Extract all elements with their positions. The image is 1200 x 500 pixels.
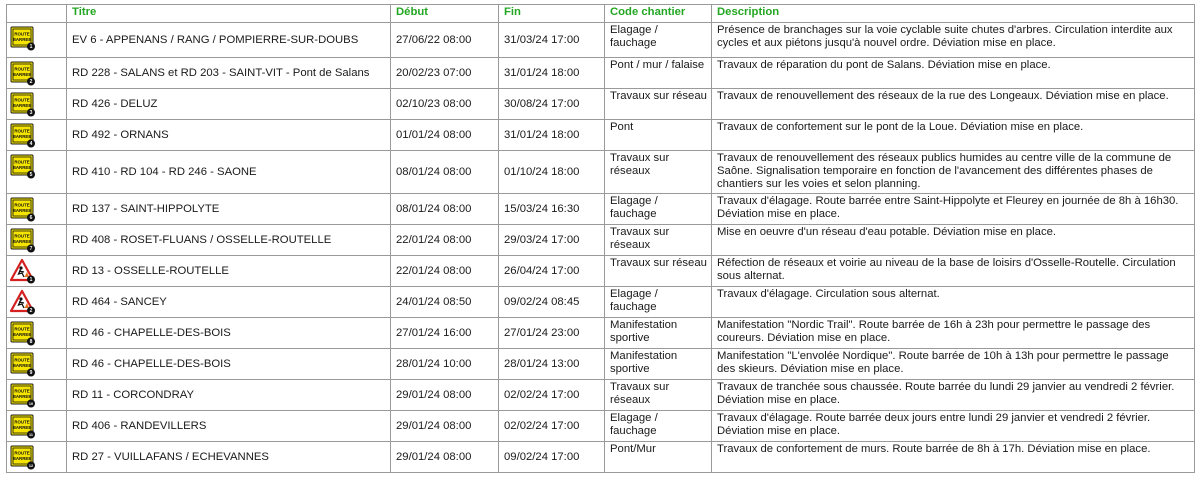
row-icon-cell [7,287,67,318]
row-code-chantier: Travaux sur réseaux [605,151,712,194]
header-debut[interactable]: Début [391,5,499,23]
row-fin: 29/03/24 17:00 [499,225,605,256]
route-barree-icon[interactable] [10,153,36,179]
row-icon-cell [7,380,67,411]
row-code-chantier: Elagage / fauchage [605,194,712,225]
marker-number: 4 [29,141,33,148]
row-description: Manifestation "L'envolée Nordique". Route barrée de 10h à 13h pour permettre le passage des skieurs. Déviation mise en place. [712,349,1195,380]
route-barree-icon[interactable] [10,227,36,253]
table-row[interactable] [7,380,1195,411]
row-titre: RD 13 - OSSELLE-ROUTELLE [67,256,391,287]
marker-number: 8 [29,339,33,346]
row-icon-cell [7,151,67,194]
row-debut: 28/01/24 10:00 [391,349,499,380]
row-code-chantier: Elagage / fauchage [605,23,712,58]
svg-text:ROUTE: ROUTE [14,128,30,134]
table-row[interactable] [7,349,1195,380]
row-titre: RD 410 - RD 104 - RD 246 - SAONE [67,151,391,194]
row-fin: 15/03/24 16:30 [499,194,605,225]
row-fin: 02/02/24 17:00 [499,380,605,411]
svg-text:BARREE: BARREE [12,394,32,399]
row-fin: 02/02/24 17:00 [499,411,605,442]
marker-number: 2 [29,308,33,315]
marker-number: 1 [29,277,33,284]
row-titre: RD 406 - RANDEVILLERS [67,411,391,442]
row-description: Travaux de confortement sur le pont de la Loue. Déviation mise en place. [712,120,1195,151]
row-fin: 31/01/24 18:00 [499,58,605,89]
route-barree-icon[interactable] [10,60,36,86]
row-titre: EV 6 - APPENANS / RANG / POMPIERRE-SUR-DOUBS [67,23,391,58]
row-description: Travaux d'élagage. Route barrée deux jours entre lundi 29 janvier et vendredi 2 février. Déviation mise en place. [712,411,1195,442]
marker-number: 6 [29,215,33,222]
row-debut: 20/02/23 07:00 [391,58,499,89]
row-fin: 31/01/24 18:00 [499,120,605,151]
row-fin: 26/04/24 17:00 [499,256,605,287]
row-description: Travaux de réparation du pont de Salans. Déviation mise en place. [712,58,1195,89]
row-code-chantier: Pont/Mur [605,442,712,473]
row-code-chantier: Manifestation sportive [605,318,712,349]
row-icon-cell [7,23,67,58]
row-icon-cell [7,411,67,442]
row-description: Travaux d'élagage. Route barrée entre Saint-Hippolyte et Fleurey en journée de 8h à 16h30. Déviation mise en place. [712,194,1195,225]
row-debut: 22/01/24 08:00 [391,225,499,256]
route-barree-icon[interactable] [10,196,36,222]
svg-text:ROUTE: ROUTE [14,202,30,208]
svg-text:ROUTE: ROUTE [14,450,30,456]
row-code-chantier: Travaux sur réseau [605,89,712,120]
row-debut: 22/01/24 08:00 [391,256,499,287]
row-debut: 02/10/23 08:00 [391,89,499,120]
svg-text:BARREE: BARREE [12,103,32,108]
row-description: Travaux de confortement de murs. Route barrée de 8h à 17h. Déviation mise en place. [712,442,1195,473]
table-row[interactable] [7,89,1195,120]
row-fin: 27/01/24 23:00 [499,318,605,349]
svg-text:BARREE: BARREE [12,72,32,77]
row-titre: RD 46 - CHAPELLE-DES-BOIS [67,349,391,380]
row-debut: 29/01/24 08:00 [391,442,499,473]
route-barree-icon[interactable] [10,444,36,470]
header-description[interactable]: Description [712,5,1195,23]
row-icon-cell [7,58,67,89]
row-description: Mise en oeuvre d'un réseau d'eau potable. Déviation mise en place. [712,225,1195,256]
row-description: Travaux de renouvellement des réseaux publics humides au centre ville de la commune de Saône. Signalisation temporaire en fonction de l'avancement des différentes phases de chantiers sur les voies et selon planning. [712,151,1195,194]
row-fin: 30/08/24 17:00 [499,89,605,120]
row-description: Manifestation "Nordic Trail". Route barrée de 16h à 23h pour permettre le passage des coureurs. Déviation mise en place. [712,318,1195,349]
row-titre: RD 408 - ROSET-FLUANS / OSSELLE-ROUTELLE [67,225,391,256]
svg-text:ROUTE: ROUTE [14,159,30,165]
marker-number: 7 [29,246,33,253]
row-fin: 01/10/24 18:00 [499,151,605,194]
header-titre[interactable]: Titre [67,5,391,23]
row-titre: RD 11 - CORCONDRAY [67,380,391,411]
svg-text:ROUTE: ROUTE [14,66,30,72]
row-debut: 27/01/24 16:00 [391,318,499,349]
table-row[interactable] [7,411,1195,442]
row-debut: 08/01/24 08:00 [391,194,499,225]
table-row[interactable] [7,194,1195,225]
road-works-table [6,4,1195,473]
row-titre: RD 464 - SANCEY [67,287,391,318]
table-row[interactable] [7,23,1195,58]
route-barree-icon[interactable] [10,413,36,439]
header-code-chantier[interactable]: Code chantier [605,5,712,23]
row-debut: 01/01/24 08:00 [391,120,499,151]
svg-text:BARREE: BARREE [12,134,32,139]
marker-number: 11 [28,433,34,438]
svg-text:ROUTE: ROUTE [14,419,30,425]
row-fin: 09/02/24 08:45 [499,287,605,318]
table-row[interactable] [7,58,1195,89]
row-description: Présence de branchages sur la voie cyclable suite chutes d'arbres. Circulation interdite aux cycles et aux piétons jusqu'à nouvel ordre. Déviation mise en place. [712,23,1195,58]
row-titre: RD 27 - VUILLAFANS / ECHEVANNES [67,442,391,473]
svg-text:BARREE: BARREE [12,425,32,430]
table-row[interactable] [7,442,1195,473]
row-fin: 28/01/24 13:00 [499,349,605,380]
row-titre: RD 228 - SALANS et RD 203 - SAINT-VIT - Pont de Salans [67,58,391,89]
row-code-chantier: Travaux sur réseau [605,256,712,287]
marker-number: 10 [28,402,34,407]
row-code-chantier: Travaux sur réseaux [605,380,712,411]
svg-text:ROUTE: ROUTE [14,357,30,363]
marker-number: 3 [29,110,33,117]
table-row[interactable] [7,256,1195,287]
route-barree-icon[interactable] [10,320,36,346]
table-row[interactable] [7,225,1195,256]
route-barree-icon[interactable] [10,382,36,408]
svg-text:ROUTE: ROUTE [14,388,30,394]
row-description: Travaux d'élagage. Circulation sous alternat. [712,287,1195,318]
table-row[interactable] [7,287,1195,318]
roadworks-icon[interactable] [10,258,36,284]
svg-text:ROUTE: ROUTE [14,31,30,37]
row-debut: 29/01/24 08:00 [391,380,499,411]
svg-text:BARREE: BARREE [12,363,32,368]
table-row[interactable] [7,318,1195,349]
svg-text:ROUTE: ROUTE [14,326,30,332]
row-code-chantier: Pont / mur / falaise [605,58,712,89]
row-icon-cell [7,89,67,120]
route-barree-icon[interactable] [10,91,36,117]
row-code-chantier: Manifestation sportive [605,349,712,380]
row-fin: 31/03/24 17:00 [499,23,605,58]
row-titre: RD 137 - SAINT-HIPPOLYTE [67,194,391,225]
svg-text:BARREE: BARREE [12,456,32,461]
svg-text:BARREE: BARREE [12,37,32,42]
row-icon-cell [7,120,67,151]
route-barree-icon[interactable] [10,122,36,148]
row-titre: RD 492 - ORNANS [67,120,391,151]
route-barree-icon[interactable] [10,25,36,51]
marker-number: 2 [29,79,33,86]
row-titre: RD 426 - DELUZ [67,89,391,120]
table-body [7,23,1195,473]
row-icon-cell [7,318,67,349]
header-icon [7,5,67,23]
row-description: Travaux de tranchée sous chaussée. Route barrée du lundi 29 janvier au vendredi 2 février. Déviation mise en place. [712,380,1195,411]
row-code-chantier: Elagage / fauchage [605,287,712,318]
row-debut: 24/01/24 08:50 [391,287,499,318]
row-fin: 09/02/24 17:00 [499,442,605,473]
table-header-row [7,5,1195,23]
marker-number: 9 [29,370,33,377]
svg-text:ROUTE: ROUTE [14,233,30,239]
row-code-chantier: Travaux sur réseaux [605,225,712,256]
svg-text:ROUTE: ROUTE [14,97,30,103]
row-icon-cell [7,194,67,225]
svg-text:BARREE: BARREE [12,332,32,337]
row-icon-cell [7,256,67,287]
row-icon-cell [7,225,67,256]
svg-text:BARREE: BARREE [12,239,32,244]
svg-text:BARREE: BARREE [12,165,32,170]
row-description: Travaux de renouvellement des réseaux de la rue des Longeaux. Déviation mise en place. [712,89,1195,120]
marker-number: 5 [29,172,33,179]
table-row[interactable] [7,120,1195,151]
row-icon-cell [7,349,67,380]
marker-number: 1 [29,44,33,51]
row-titre: RD 46 - CHAPELLE-DES-BOIS [67,318,391,349]
row-debut: 29/01/24 08:00 [391,411,499,442]
table-row[interactable] [7,151,1195,194]
row-debut: 08/01/24 08:00 [391,151,499,194]
row-code-chantier: Pont [605,120,712,151]
roadworks-icon[interactable] [10,289,36,315]
row-icon-cell [7,442,67,473]
marker-number: 12 [28,464,34,469]
row-description: Réfection de réseaux et voirie au niveau de la base de loisirs d'Osselle-Routelle. Circulation sous alternat. [712,256,1195,287]
header-fin[interactable]: Fin [499,5,605,23]
row-debut: 27/06/22 08:00 [391,23,499,58]
svg-text:BARREE: BARREE [12,208,32,213]
route-barree-icon[interactable] [10,351,36,377]
row-code-chantier: Elagage / fauchage [605,411,712,442]
